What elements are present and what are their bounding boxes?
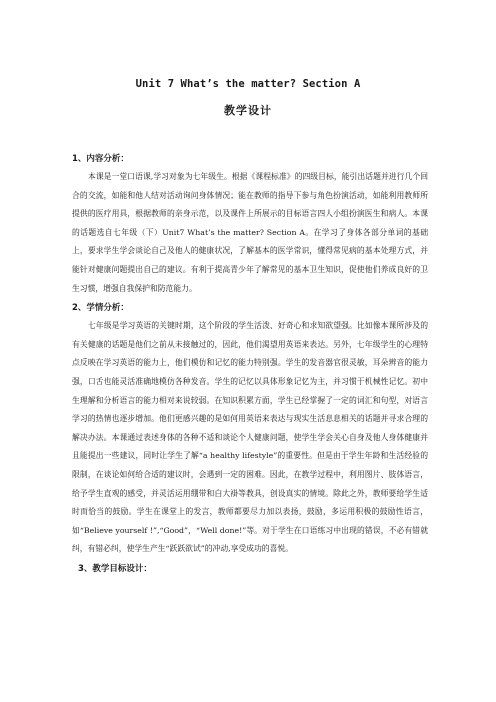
section-heading-teaching-objectives: 3、教学目标设计： [78, 563, 152, 574]
section-heading-content-analysis: 1、内容分析： [72, 154, 129, 164]
section-heading-learner-analysis: 2、学情分析： [72, 303, 129, 314]
document-subtitle: 教学设计 [224, 104, 272, 117]
document-title: Unit 7 What’s the matter? Section A [135, 78, 361, 90]
section-paragraph-learner-analysis: 七年级是学习英语的关键时期，这个阶段的学生活泼、好奇心和求知欲望强。比如像本课所涉及的有关健康的话题是他们之前从未接触过的，因此，他们渴望用英语来表达。另外，七年级学生的心理特点反映在学习英语的能力上，他们模仿和记忆的能力特别强。学生的发音器官很灵敏，耳朵辨音的能力强，口舌也能灵活准确地模仿各种发音。学生的记忆以具体形象记忆为主，并习惯于机械性记忆。初中生理解和分析语言的能力相对来说较弱。在知识积累方面，学生已经掌握了一定的词汇和句型，对语言学习的热情也逐步增加。他们更感兴趣的是如何用英语来表达与现实生活息息相关的话题并寻求合理的解决办法。本课通过表述身体的各种不适和谈论个人健康问题，使学生学会关心自身及他人身体健康并且能提出一些建议，同时让学生了解“a healthy lifestyle”的重要性。但是由于学生年龄和生活经验的限制，在谈论如何给合适的建议时，会遇到一定的困难。因此，在教学过程中，利用图片、肢体语言，给予学生直观的感受，并灵活运用绷带和白大褂等教具，创设真实的情境。除此之外，教师要给学生适时而恰当的鼓励。学生在课堂上的发言，教师都要尽力加以表扬，鼓励，多运用积极的鼓励性语言，如“Believe yourself !”,“Good”，“Well done!”等。对于学生在口语练习中出现的错误，不必有错就纠，有错必纠，使学生产生“跃跃欲试”的冲动,享受成功的喜悦。 [72, 321, 428, 554]
document-body [72, 150, 428, 578]
section-paragraph-content-analysis: 本课是一堂口语课,学习对象为七年级生。根据《课程标准》的四级目标，能引出话题并进行几个回合的交流，如能和他人结对活动询问身体情况；能在教师的指导下参与角色扮演活动，如能利用教师所提供的医疗用具，根据教师的亲身示范，以及课件上所展示的目标语言四人小组扮演医生和病人。本课的话题选自七年级（下）Unit7 What’s the matter? Section A。在学习了身体各部分单词的基础上，要求学生学会谈论自己及他人的健康状况，了解基本的医学常识，懂得常见病的基本处理方式，并能针对健康问题提出自己的建议。有利于提高青少年了解常见的基本卫生知识，促使他们养成良好的卫生习惯，增强自我保护和防范能力。 [72, 172, 428, 293]
